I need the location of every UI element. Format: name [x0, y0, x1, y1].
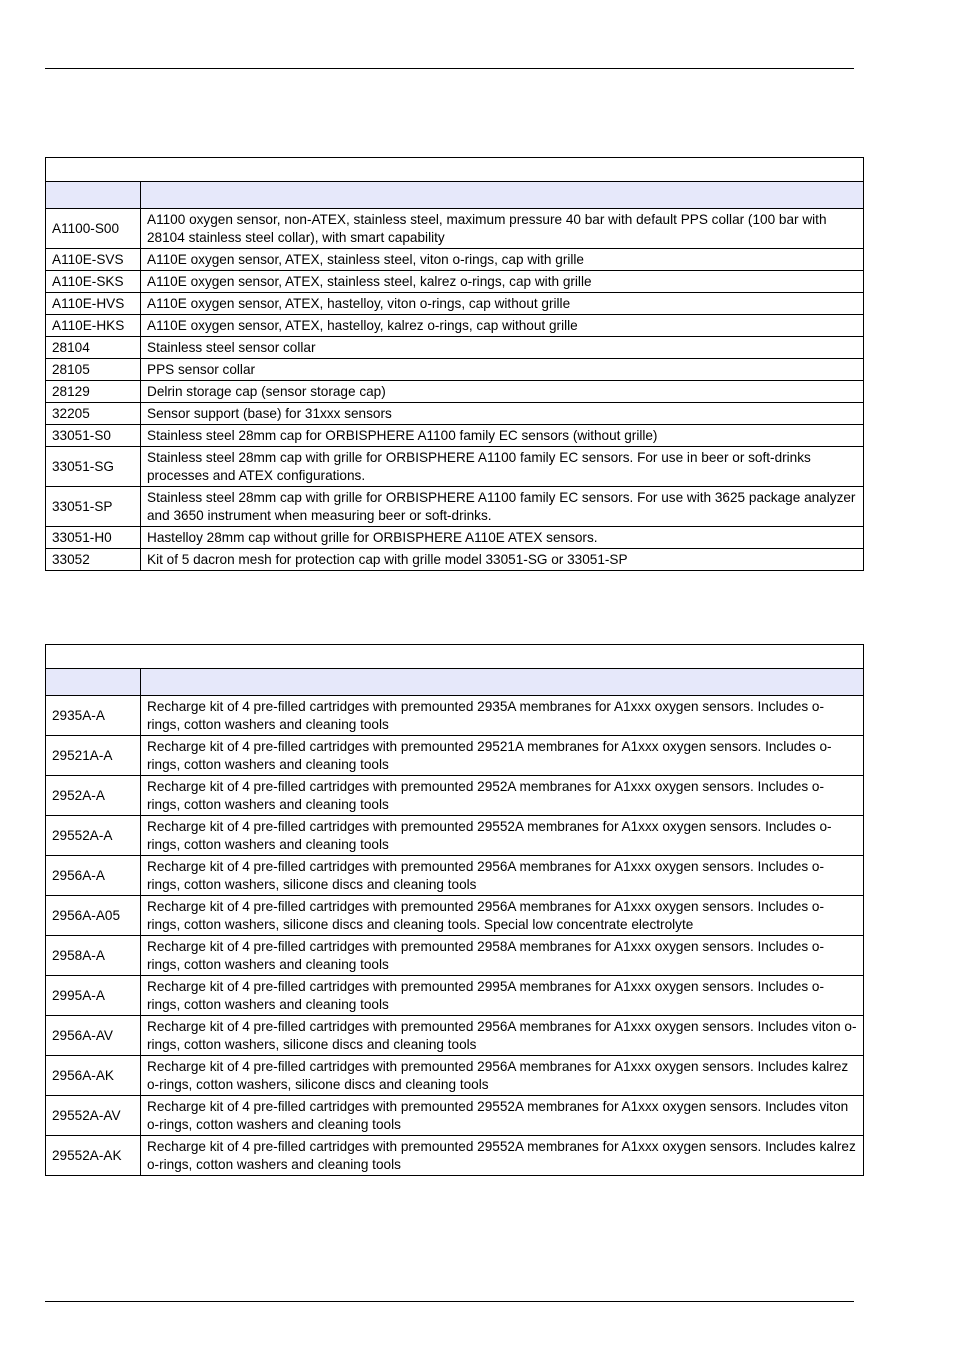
part-code: 29521A-A	[46, 736, 141, 776]
table-row	[46, 337, 864, 359]
part-code: 32205	[46, 403, 141, 425]
footer-rule	[45, 1301, 854, 1302]
table-row	[46, 736, 864, 776]
part-code: A110E-SKS	[46, 271, 141, 293]
table-row	[46, 896, 864, 936]
table-row	[46, 976, 864, 1016]
part-code: 2952A-A	[46, 776, 141, 816]
table-row	[46, 816, 864, 856]
part-description: Recharge kit of 4 pre-filled cartridges with premounted 2956A membranes for A1xxx oxygen sensors. Includes viton o-rings, cotton washers, silicone discs and cleaning tools	[141, 1016, 864, 1056]
part-code: 33051-S0	[46, 425, 141, 447]
table-row	[46, 696, 864, 736]
table-row	[46, 1056, 864, 1096]
part-description: Delrin storage cap (sensor storage cap)	[141, 381, 864, 403]
part-description: Recharge kit of 4 pre-filled cartridges with premounted 2952A membranes for A1xxx oxygen sensors. Includes o-rings, cotton washers and cleaning tools	[141, 776, 864, 816]
part-description: Recharge kit of 4 pre-filled cartridges with premounted 2956A membranes for A1xxx oxygen sensors. Includes o-rings, cotton washers, silicone discs and cleaning tools. Special low concentrate electrolyte	[141, 896, 864, 936]
part-description: A110E oxygen sensor, ATEX, hastelloy, viton o-rings, cap without grille	[141, 293, 864, 315]
table-row	[46, 1016, 864, 1056]
table-caption-row	[46, 645, 864, 669]
part-description: Sensor support (base) for 31xxx sensors	[141, 403, 864, 425]
part-description: A110E oxygen sensor, ATEX, hastelloy, kalrez o-rings, cap without grille	[141, 315, 864, 337]
table-row	[46, 856, 864, 896]
part-code: 28105	[46, 359, 141, 381]
part-code: 28104	[46, 337, 141, 359]
part-description: Stainless steel 28mm cap for ORBISPHERE A1100 family EC sensors (without grille)	[141, 425, 864, 447]
part-code: 29552A-AK	[46, 1136, 141, 1176]
part-code: 28129	[46, 381, 141, 403]
part-description: Recharge kit of 4 pre-filled cartridges with premounted 29521A membranes for A1xxx oxygen sensors. Includes o-rings, cotton washers and cleaning tools	[141, 736, 864, 776]
part-description: Recharge kit of 4 pre-filled cartridges with premounted 29552A membranes for A1xxx oxygen sensors. Includes o-rings, cotton washers and cleaning tools	[141, 816, 864, 856]
column-header-description	[141, 182, 864, 209]
table-caption	[46, 158, 864, 182]
recharge-kits-table	[45, 644, 864, 1176]
part-code: 33051-H0	[46, 527, 141, 549]
part-description: Recharge kit of 4 pre-filled cartridges with premounted 29552A membranes for A1xxx oxygen sensors. Includes viton o-rings, cotton washers and cleaning tools	[141, 1096, 864, 1136]
part-code: A110E-SVS	[46, 249, 141, 271]
part-description: Recharge kit of 4 pre-filled cartridges with premounted 2956A membranes for A1xxx oxygen sensors. Includes kalrez o-rings, cotton washers, silicone discs and cleaning tools	[141, 1056, 864, 1096]
part-description: Recharge kit of 4 pre-filled cartridges with premounted 29552A membranes for A1xxx oxygen sensors. Includes kalrez o-rings, cotton washers and cleaning tools	[141, 1136, 864, 1176]
part-code: 2956A-A05	[46, 896, 141, 936]
part-code: 2956A-A	[46, 856, 141, 896]
part-code: 33051-SP	[46, 487, 141, 527]
part-description: Recharge kit of 4 pre-filled cartridges with premounted 2995A membranes for A1xxx oxygen sensors. Includes o-rings, cotton washers and cleaning tools	[141, 976, 864, 1016]
part-code: A110E-HKS	[46, 315, 141, 337]
table-row	[46, 776, 864, 816]
column-header-description	[141, 669, 864, 696]
part-description: Kit of 5 dacron mesh for protection cap with grille model 33051-SG or 33051-SP	[141, 549, 864, 571]
sensor-parts-table	[45, 157, 864, 571]
table-row	[46, 447, 864, 487]
table-header-row	[46, 669, 864, 696]
table-row	[46, 271, 864, 293]
part-description: Recharge kit of 4 pre-filled cartridges with premounted 2958A membranes for A1xxx oxygen sensors. Includes o-rings, cotton washers and cleaning tools	[141, 936, 864, 976]
table-row	[46, 1096, 864, 1136]
table-row	[46, 1136, 864, 1176]
table-row	[46, 249, 864, 271]
table-row	[46, 936, 864, 976]
table-row	[46, 359, 864, 381]
table-row	[46, 403, 864, 425]
part-description: Hastelloy 28mm cap without grille for ORBISPHERE A110E ATEX sensors.	[141, 527, 864, 549]
part-description: Stainless steel 28mm cap with grille for ORBISPHERE A1100 family EC sensors. For use in beer or soft-drinks processes and ATEX configurations.	[141, 447, 864, 487]
part-code: 2956A-AV	[46, 1016, 141, 1056]
column-header-code	[46, 182, 141, 209]
part-description: Stainless steel sensor collar	[141, 337, 864, 359]
table-row	[46, 527, 864, 549]
part-description: Recharge kit of 4 pre-filled cartridges with premounted 2956A membranes for A1xxx oxygen sensors. Includes o-rings, cotton washers, silicone discs and cleaning tools	[141, 856, 864, 896]
part-code: 2956A-AK	[46, 1056, 141, 1096]
part-description: Recharge kit of 4 pre-filled cartridges with premounted 2935A membranes for A1xxx oxygen sensors. Includes o-rings, cotton washers and cleaning tools	[141, 696, 864, 736]
part-code: A1100-S00	[46, 209, 141, 249]
column-header-code	[46, 669, 141, 696]
part-code: 29552A-A	[46, 816, 141, 856]
part-code: 29552A-AV	[46, 1096, 141, 1136]
header-rule	[45, 68, 854, 69]
table-row	[46, 293, 864, 315]
part-code: 2958A-A	[46, 936, 141, 976]
table-row	[46, 487, 864, 527]
part-description: PPS sensor collar	[141, 359, 864, 381]
table-row	[46, 315, 864, 337]
part-code: 33051-SG	[46, 447, 141, 487]
part-description: A1100 oxygen sensor, non-ATEX, stainless steel, maximum pressure 40 bar with default PPS collar (100 bar with 28104 stainless steel collar), with smart capability	[141, 209, 864, 249]
part-description: A110E oxygen sensor, ATEX, stainless steel, viton o-rings, cap with grille	[141, 249, 864, 271]
part-code: 2935A-A	[46, 696, 141, 736]
table-caption-row	[46, 158, 864, 182]
part-code: 33052	[46, 549, 141, 571]
part-description: A110E oxygen sensor, ATEX, stainless steel, kalrez o-rings, cap with grille	[141, 271, 864, 293]
part-description: Stainless steel 28mm cap with grille for ORBISPHERE A1100 family EC sensors. For use with 3625 package analyzer and 3650 instrument when measuring beer or soft-drinks.	[141, 487, 864, 527]
table-row	[46, 209, 864, 249]
table-header-row	[46, 182, 864, 209]
table-row	[46, 381, 864, 403]
table-row	[46, 549, 864, 571]
part-code: 2995A-A	[46, 976, 141, 1016]
part-code: A110E-HVS	[46, 293, 141, 315]
table-caption	[46, 645, 864, 669]
table-row	[46, 425, 864, 447]
